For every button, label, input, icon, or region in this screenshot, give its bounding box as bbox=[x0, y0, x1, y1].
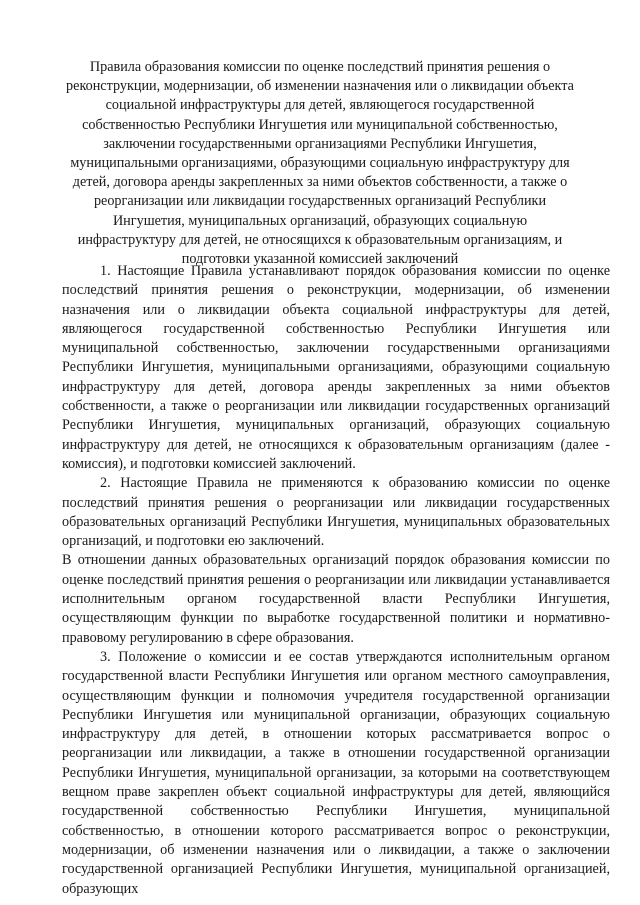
paragraph-2: 2. Настоящие Правила не применяются к образованию комиссии по оценке последствий принятия решения о реорганизации или ликвидации государственных образовательных организаций Республики Ингушетия, муниципальных образовательных организаций, и подготовки ею заключений. bbox=[62, 475, 610, 550]
document-title: Правила образования комиссии по оценке последствий принятия решения о реконструкции, модернизации, об изменении назначения или о ликвидации объекта социальной инфраструктуры для детей, являющегося государственной собственностью Республики Ингушетия или муниципальной собственностью, заключении государственными организациями Республики Ингушетия, муниципальными организациями, образующими социальную инфраструктуру для детей, договора аренды закрепленных за ними объектов собственности, а также о реорганизации или ликвидации государственных организаций Республики Ингушетия, муниципальных организаций, образующих социальную инфраструктуру для детей, не относящихся к образовательным организациям, и подготовки указанной комиссией заключений bbox=[66, 59, 574, 268]
paragraph-3: 3. Положение о комиссии и ее состав утверждаются исполнительным органом государственной власти Республики Ингушетия или органом местного самоуправления, осуществляющим функции и полномочия учредителя государственной организации Республики Ингушетия или муниципальной организации, образующих социальную инфраструктуру для детей, в отношении которых рассматривается вопрос о реорганизации или ликвидации, а также в отношении государственной организации Республики Ингушетия, муниципальной организации, за которыми на соответствующем вещном праве закреплен объект социальной инфраструктуры для детей, являющийся государственной собственностью Республики Ингушетия, муниципальной собственностью, в отношении которого рассматривается вопрос о реконструкции, модернизации, об изменении назначения или о ликвидации, а также о заключении государственной организацией Республики Ингушетия, муниципальной организацией, образующих bbox=[62, 648, 610, 897]
paragraph-1: 1. Настоящие Правила устанавливают порядок образования комиссии по оценке последствий принятия решения о реконструкции, модернизации, об изменении назначения или о ликвидации объекта социальной инфраструктуры для детей, являющегося государственной собственностью Республики Ингушетия или муниципальной собственностью, заключении государственными организациями Республики Ингушетия, муниципальными организациями, образующими социальную инфраструктуру для детей, договора аренды закрепленных за ними объектов собственности, а также о реорганизации или ликвидации государственных организаций Республики Ингушетия, муниципальных организаций, образующих социальную инфраструктуру для детей, не относящихся к образовательным организациям (далее - комиссия), и подготовки комиссией заключений. bbox=[62, 263, 610, 472]
paragraph-2-continuation: В отношении данных образовательных организаций порядок образования комиссии по оценке последствий принятия решения о реорганизации или ликвидации устанавливается исполнительным органом государственной власти Республики Ингушетия, осуществляющим функции по выработке государственной политики и нормативно-правовому регулированию в сфере образования. bbox=[62, 552, 610, 646]
document-body bbox=[62, 262, 610, 899]
